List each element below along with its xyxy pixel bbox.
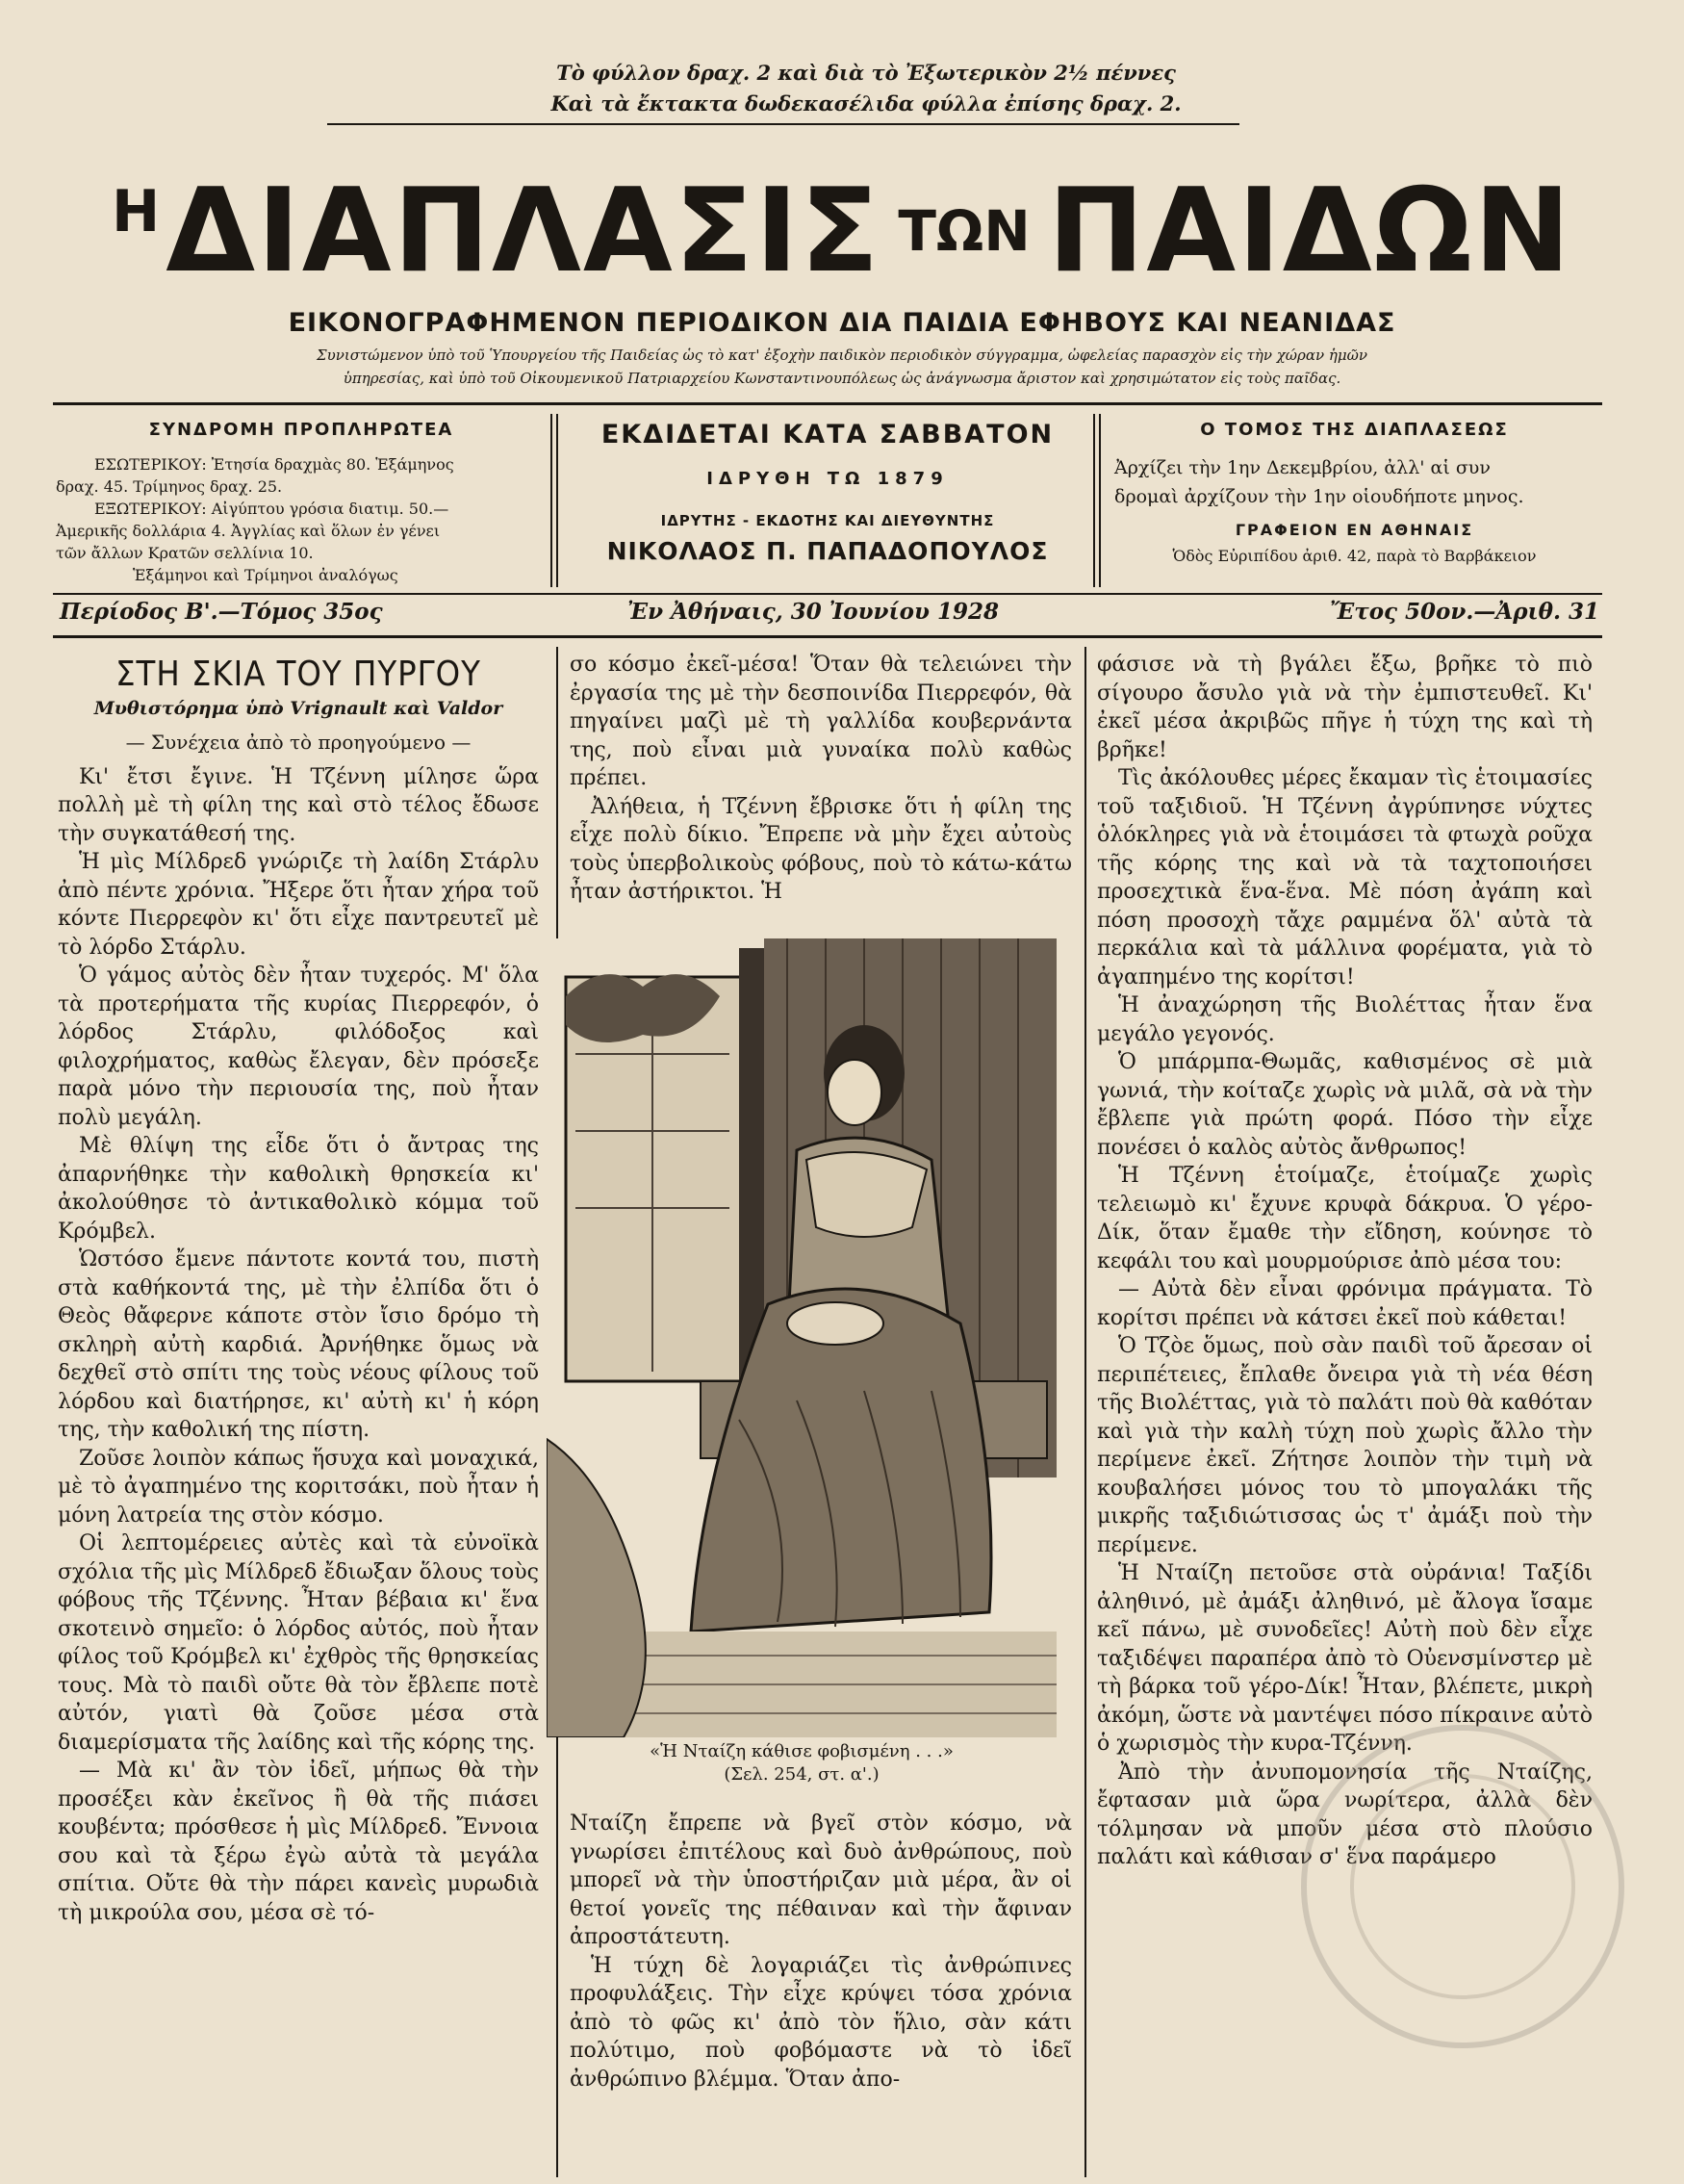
box-divider: [556, 414, 558, 587]
girl-sitting-illustration: [547, 938, 1057, 1737]
dateline: [60, 599, 1599, 631]
subscription-line: ΕΞΩΤΕΡΙΚΟΥ: Αἰγύπτου γρόσια διατιμ. 50.—: [94, 500, 449, 518]
founded-line: ΙΔΡΥΘΗ ΤΩ 1879: [706, 469, 949, 489]
founder-name: ΝΙΚΟΛΑΟΣ Π. ΠΑΠΑΔΟΠΟΥΛΟΣ: [606, 537, 1049, 565]
article-column-3: [1097, 651, 1593, 1872]
column-rule: [1084, 647, 1086, 2177]
paragraph: — Μὰ κι' ἂν τὸν ἰδεῖ, μήπως θὰ τὴν προσέξει κὰν ἐκεῖνος ἢ θὰ τῆς πιάσει κουβέντα; πρόσθεσε ἡ μὶς Μίλδρεδ. Ἔννοια σου καὶ τὰ ξέρω ἐγὼ αὐτὰ τὰ μεγάλα σπίτια. Οὔτε θὰ τὴν πάρει κανεὶς μυρωδιὰ τὴ μικρούλα σου, μέσα σὲ τό-: [58, 1759, 539, 1925]
dateline-rule: [53, 635, 1602, 638]
paragraph: Νταίζη ἔπρεπε νὰ βγεῖ στὸν κόσμο, νὰ γνωρίσει ἐπιτέλους καὶ δυὸ ἀνθρώπους, ποὺ μπορεῖ νὰ τὴν ὑποστήριζαν μιὰ μέρα, ἂν οἱ θετοί γονεῖς της πέθαιναν καὶ τὴν ἄφιναν ἀπροστάτευτη.: [570, 1811, 1072, 1949]
paragraph: Ζοῦσε λοιπὸν κάπως ἥσυχα καὶ μοναχικά, μὲ τὸ ἀγαπημένο της κοριτσάκι, ποὺ ἦταν ἡ μόνη λατρεία της στὸν κόσμο.: [58, 1446, 539, 1528]
illustration-caption: [547, 1740, 1057, 1786]
subscription-box: [56, 414, 547, 592]
paragraph: Τὶς ἀκόλουθες μέρες ἔκαμαν τὶς ἑτοιμασίες τοῦ ταξιδιοῦ. Ἡ Τζέννη ἀγρύπνησε νύχτες ὁλόκληρες γιὰ νὰ ἑτοιμάσει τὰ φτωχὰ ροῦχα τῆς κόρης της καὶ νὰ τὰ ταχτοποιήσει προσεχτικὰ ἕνα-ἕνα. Μὲ πόση ἀγάπη καὶ πόση προσοχὴ τἄχε ραμμένα ὅλ' αὐτὰ τὰ περκάλια καὶ τὰ μάλλινα φορέματα, γιὰ τὸ ἀγαπημένο της κορίτσι!: [1097, 766, 1593, 989]
period-volume: Περίοδος Β'.—Τόμος 35ος: [60, 599, 383, 625]
subscription-heading: ΣΥΝΔΡΟΜΗ ΠΡΟΠΛΗΡΩΤΕΑ: [148, 420, 454, 440]
article-column-1: [58, 651, 539, 1927]
recommendation-line-2: ὑπηρεσίας, καὶ ὑπὸ τοῦ Οἰκουμενικοῦ Πατριαρχείου Κωνσταντινουπόλεως ὡς ἀνάγνωσμα ἄριστον καὶ χρησιμώτατον εἰς τοὺς παῖδας.: [343, 370, 1341, 387]
caption-line-1: «Ἡ Νταίζη κάθισε φοβισμένη . . .»: [650, 1741, 954, 1761]
masthead-ton: ΤΩΝ: [898, 198, 1031, 264]
box-bottom-rule: [53, 593, 1602, 595]
box-divider: [1093, 414, 1095, 587]
issue-date: Ἐν Ἀθήναις, 30 Ἰουνίου 1928: [627, 599, 999, 625]
paragraph: Ἀπὸ τὴν ἀνυπομονησία τῆς Νταίζης, ἔφτασαν μιὰ ὥρα νωρίτερα, ἀλλὰ δὲν τόλμησαν νὰ μποῦν μέσα στὸ πλούσιο παλάτι καὶ κάθισαν σ' ἕνα παράμερο: [1097, 1760, 1593, 1869]
paragraph: Ἡ Τζέννη ἑτοίμαζε, ἑτοίμαζε χωρὶς τελειωμὸ κι' ἔχυνε κρυφὰ δάκρυα. Ὁ γέρο-Δίκ, ὅταν ἔμαθε τὴν εἴδηση, κούνησε τὸ κεφάλι του καὶ μουρμούρισε ἀπὸ μέσα του:: [1097, 1164, 1593, 1273]
office-address: Ὁδὸς Εὐριπίδου ἀριθ. 42, παρὰ τὸ Βαρβάκειον: [1172, 547, 1537, 565]
publication-box: [568, 414, 1087, 592]
masthead: [87, 159, 1597, 303]
article-byline: Μυθιστόρημα ὑπὸ Vrignault καὶ Valdor: [93, 697, 503, 719]
subscription-line: ΕΣΩΤΕΡΙΚΟΥ: Ἐτησία δραχμὰς 80. Ἑξάμηνος: [94, 455, 454, 474]
paragraph: Ἡ Νταίζη πετοῦσε στὰ οὐράνια! Ταξίδι ἀληθινό, μὲ ἀμάξι ἀληθινό, μὲ ἄλογα ἴσαμε κεῖ πάνω, μὲ συνοδεῖες! Αὐτὴ ποὺ δὲν εἶχε ταξιδέψει παραπέρα ἀπὸ τὸ Οὐενσμίνστερ μὲ τὴ βάρκα τοῦ γέρο-Δίκ! Ἦταν, βλέπετε, μικρὴ ἀκόμη, ὥστε νὰ μαντέψει πόσο πίκραινε αὐτὸ ὁ χωρισμὸς τὴν κυρα-Τζέννη.: [1097, 1561, 1593, 1756]
founder-label: ΙΔΡΥΤΗΣ - ΕΚΔΟΤΗΣ ΚΑΙ ΔΙΕΥΘΥΝΤΗΣ: [660, 512, 995, 529]
masthead-eta: Η: [111, 178, 161, 245]
volume-box: [1107, 414, 1602, 592]
article-title: ΣΤΗ ΣΚΙΑ ΤΟΥ ΠΥΡΓΟΥ: [115, 655, 481, 694]
paragraph: Ὁ γάμος αὐτὸς δὲν ἦταν τυχερός. Μ' ὅλα τὰ προτερήματα τῆς κυρίας Πιερρεφόν, ὁ λόρδος Στάρλυ, φιλόδοξος καὶ φιλοχρήματος, καθὼς ἔλεγαν, δὲν πρόσεξε παρὰ μόνο τὴν περιουσία της, ποὺ ἦταν πολὺ μεγάλη.: [58, 964, 539, 1130]
masthead-end: ΠΑΙΔΩΝ: [1047, 164, 1573, 298]
paragraph: Ἡ μὶς Μίλδρεδ γνώριζε τὴ λαίδη Στάρλυ ἀπὸ πέντε χρόνια. Ἤξερε ὅτι ἦταν χήρα τοῦ κόντε Πιερρεφὸν κι' ὅτι εἶχε παντρευτεῖ μὲ τὸ λόρδο Στάρλυ.: [58, 850, 539, 960]
library-stamp: [1289, 1713, 1636, 2060]
paragraph: Ἡ ἀναχώρηση τῆς Βιολέττας ἦταν ἕνα μεγάλο γεγονός.: [1097, 993, 1593, 1046]
volume-text-1: Ἀρχίζει τὴν 1ην Δεκεμβρίου, ἀλλ' αἱ συν: [1114, 457, 1491, 478]
continued-note: — Συνέχεια ἀπὸ τὸ προηγούμενο —: [125, 731, 472, 754]
paragraph: — Αὐτὰ δὲν εἶναι φρόνιμα πράγματα. Τὸ κορίτσι πρέπει νὰ κάτσει ἐκεῖ ποὺ κάθεται!: [1097, 1277, 1593, 1330]
article-column-2-bottom: [570, 1810, 1072, 2094]
caption-line-2: (Σελ. 254, στ. α'.): [724, 1764, 880, 1785]
article-column-2-top: [570, 651, 1072, 907]
subscription-line: δραχ. 45. Τρίμηνος δραχ. 25.: [56, 477, 283, 496]
paragraph: Ἡ τύχη δὲ λογαριάζει τὶς ἀνθρώπινες προφυλάξεις. Τὴν εἶχε κρύψει τόσα χρόνια ἀπὸ τὸ φῶς κι' ἀπὸ τὸν ἥλιο, σὰν κάτι πολύτιμο, ποὺ φοβόμαστε νὰ τὸ ἰδεῖ ἀνθρώπινο βλέμμα. Ὅταν ἀπο-: [570, 1953, 1072, 2092]
paragraph: Ἀλήθεια, ἡ Τζέννη ἔβρισκε ὅτι ἡ φίλη της εἶχε πολὺ δίκιο. Ἔπρεπε νὰ μὴν ἔχει αὐτοὺς τοὺς ὑπερβολικοὺς φόβους, ποὺ τὸ κάτω-κάτω ἦταν ἀστήρικτοι. Ἡ: [570, 794, 1072, 904]
paragraph: σο κόσμο ἐκεῖ-μέσα! Ὅταν θὰ τελειώνει τὴν ἐργασία της μὲ τὴν δεσποινίδα Πιερρεφόν, θὰ πηγαίνει μαζὶ μὲ τὴ γαλλίδα κουβερνάντα της, ποὺ εἶναι μιὰ γυναίκα πολὺ καθὼς πρέπει.: [570, 653, 1072, 790]
paragraph: Οἱ λεπτομέρειες αὐτὲς καὶ τὰ εὐνοϊκὰ σχόλια τῆς μὶς Μίλδρεδ ἔδιωξαν ὅλους τοὺς φόβους τῆς Τζέννης. Ἦταν βέβαια κι' ἕνα σκοτεινὸ σημεῖο: ὁ λόρδος αὐτός, ποὺ ἦταν φίλος τοῦ Κρόμβελ κι' ἐχθρὸς τῆς θρησκείας τους. Μὰ τὸ παιδὶ οὔτε θὰ τὸν ἔβλεπε ποτὲ αὐτόν, γιατὶ θὰ ζοῦσε μέσα στὰ διαμερίσματα τῆς λαίδης καὶ τῆς κόρης της.: [58, 1531, 539, 1755]
subtitle: ΕΙΚΟΝΟΓΡΑΦΗΜΕΝΟΝ ΠΕΡΙΟΔΙΚΟΝ ΔΙΑ ΠΑΙΔΙΑ ΕΦΗΒΟΥΣ ΚΑΙ ΝΕΑΝΙΔΑΣ: [288, 308, 1396, 338]
office-heading: ΓΡΑΦΕΙΟΝ ΕΝ ΑΘΗΝΑΙΣ: [1235, 521, 1474, 539]
masthead-main: ΔΙΑΠΛΑΣΙΣ: [166, 164, 881, 298]
box-divider: [550, 414, 552, 587]
paragraph: Ὁ Τζὸε ὅμως, ποὺ σὰν παιδὶ τοῦ ἄρεσαν οἱ περιπέτειες, ἔπλαθε ὄνειρα γιὰ τὴ νέα θέση τῆς Βιολέττας, γιὰ τὸ παλάτι ποὺ θὰ καθόταν καὶ γιὰ τὴν καλὴ τύχη ποὺ χωρὶς ἄλλο τὴν περίμενε ἐκεῖ. Ζήτησε λοιπὸν τὴν τιμὴ νὰ κουβαλήσει μόνος του τὸ μπογαλάκι τῆς μικρῆς ταξιδιώτισσας ὡς τ' ἀμάξι ποὺ τὴν περίμενε.: [1097, 1334, 1593, 1557]
paragraph: φάσισε νὰ τὴ βγάλει ἔξω, βρῆκε τὸ πιὸ σίγουρο ἄσυλο γιὰ νὰ τὴν ἐμπιστευθεῖ. Κι' ἐκεῖ μέσα ἀκριβῶς πῆγε ἡ τύχη της καὶ τὴ βρῆκε!: [1097, 653, 1593, 762]
subscription-line: Ἀμερικῆς δολλάρια 4. Ἀγγλίας καὶ ὅλων ἐν γένει: [56, 522, 441, 540]
paragraph: Ὁ μπάρμπα-Θωμᾶς, καθισμένος σὲ μιὰ γωνιά, τὴν κοίταζε χωρὶς νὰ μιλᾶ, σὰ νὰ τὴν ἔβλεπε γιὰ πρώτη φορά. Πόσο τὴν εἶχε πονέσει ὁ καλὸς αὐτὸς ἄνθρωπος!: [1097, 1050, 1593, 1160]
paragraph: Μὲ θλίψη της εἶδε ὅτι ὁ ἄντρας της ἀπαρνήθηκε τὴν καθολικὴ θρησκεία κι' ἀκολούθησε τὸ ἀντικαθολικὸ κόμμα τοῦ Κρόμβελ.: [58, 1134, 539, 1244]
header-rule: [53, 402, 1602, 405]
price-line-2: Καὶ τὰ ἔκτακτα δωδεκασέλιδα φύλλα ἐπίσης δραχ. 2.: [550, 91, 1182, 116]
recommendation-line-1: Συνιστώμενον ὑπὸ τοῦ Ὑπουργείου τῆς Παιδείας ὡς τὸ κατ' ἐξοχὴν παιδικὸν περιοδικὸν σύγγραμμα, ὠφελείας παρασχὸν εἰς τὴν χώραν ἡμῶν: [317, 347, 1367, 364]
box-divider: [1099, 414, 1101, 587]
subscription-line: τῶν ἄλλων Κρατῶν σελλίνια 10.: [56, 544, 314, 562]
volume-heading: Ο ΤΟΜΟΣ ΤΗΣ ΔΙΑΠΛΑΣΕΩΣ: [1200, 420, 1509, 440]
price-line-1: Τὸ φύλλον δραχ. 2 καὶ διὰ τὸ Ἐξωτερικὸν 2½ πέννες: [556, 61, 1176, 85]
year-number: Ἔτος 50ον.—Ἀριθ. 31: [1330, 599, 1599, 625]
volume-text-2: δρομαὶ ἀρχίζουν τὴν 1ην οἱουδήποτε μηνος.: [1114, 486, 1524, 507]
paragraph: Ὡστόσο ἔμενε πάντοτε κοντά του, πιστὴ στὰ καθήκοντά της, μὲ τὴν ἐλπίδα ὅτι ὁ Θεὸς θἄφερνε κάποτε στὸν ἴσιο δρόμο τὴ σκληρὴ αὐτὴ καρδιά. Ἀρνήθηκε ὅμως νὰ δεχθεῖ στὸ σπίτι της τοὺς νέους φίλους τοῦ λόρδου καὶ διατήρησε, κι' αὐτὴ κι' ἡ κόρη της, τὴν καθολική της πίστη.: [58, 1247, 539, 1442]
top-rule: [327, 123, 1239, 125]
subscription-line: Ἑξάμηνοι καὶ Τρίμηνοι ἀναλόγως: [133, 566, 398, 584]
publication-heading: ΕΚΔΙΔΕΤΑΙ ΚΑΤΑ ΣΑΒΒΑΤΟΝ: [600, 420, 1055, 450]
paragraph: Κι' ἔτσι ἔγινε. Ἡ Τζέννη μίλησε ὥρα πολλὴ μὲ τὴ φίλη της καὶ στὸ τέλος ἔδωσε τὴν συγκατάθεσή της.: [58, 764, 539, 846]
